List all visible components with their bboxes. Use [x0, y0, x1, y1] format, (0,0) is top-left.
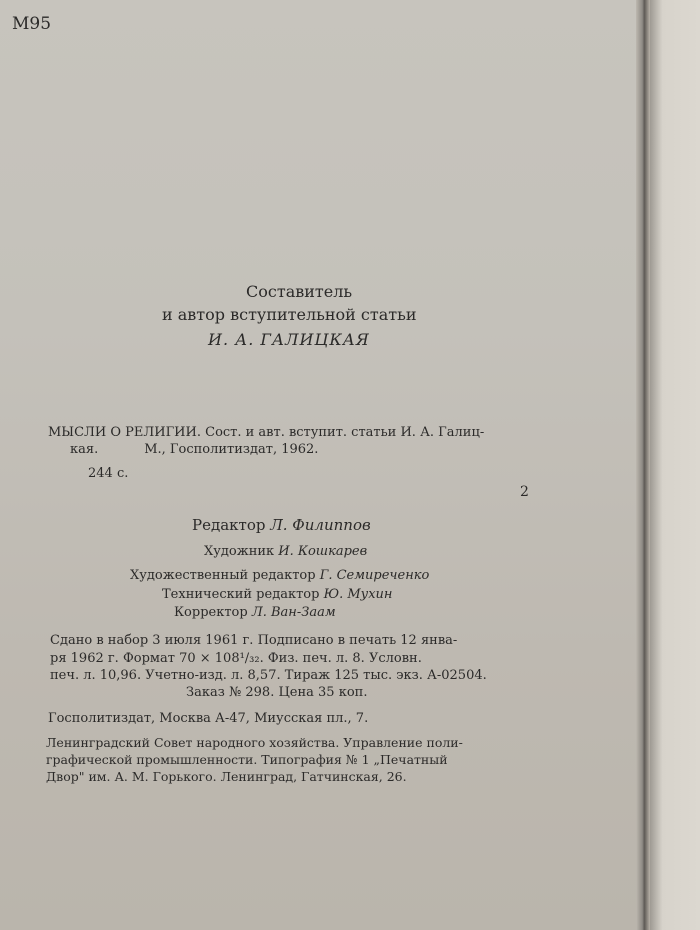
- editor-label: Редактор: [192, 516, 266, 534]
- publisher-address: Госполитиздат, Москва А-47, Миусская пл., 7.: [48, 711, 369, 726]
- bibliography-line-2: [70, 442, 318, 457]
- imprint-line-1: Сдано в набор 3 июля 1961 г. Подписано в печать 12 янва-: [50, 633, 458, 648]
- compiler-label: Составитель: [246, 282, 353, 301]
- next-page-edge: [650, 0, 700, 930]
- compiler-role: и автор вступительной статьи: [162, 305, 417, 324]
- editor-line: [192, 516, 371, 534]
- printer-line-3: Двор" им. А. М. Горького. Ленинград, Гатчинская, 26.: [46, 769, 407, 784]
- page-edge: [636, 0, 650, 930]
- bibliography-publisher: М., Госполитиздат, 1962.: [144, 442, 319, 457]
- art-editor-line: [130, 568, 429, 583]
- printer-line-1: Ленинградский Совет народного хозяйства. Управление поли-: [46, 735, 463, 750]
- printer-line-2: графической промышленности. Типография № 1 „Печатный: [46, 752, 448, 767]
- proofreader-label: Корректор: [174, 605, 248, 620]
- art-editor-label: Художественный редактор: [130, 568, 316, 583]
- tech-editor-line: [162, 587, 392, 602]
- proofreader-name: Л. Ван-Заам: [251, 605, 336, 620]
- artist-name: И. Кошкарев: [278, 544, 368, 559]
- artist-label: Художник: [204, 544, 275, 559]
- artist-line: [204, 544, 367, 559]
- page-count: 244 с.: [88, 466, 129, 481]
- imprint-line-4: Заказ № 298. Цена 35 коп.: [186, 685, 368, 700]
- imprint-line-3: печ. л. 10,96. Учетно-изд. л. 8,57. Тираж 125 тыс. экз. А-02504.: [50, 668, 487, 683]
- art-editor-name: Г. Семиреченко: [319, 568, 430, 583]
- proofreader-line: [174, 605, 336, 620]
- book-code: М95: [12, 14, 52, 34]
- imprint-line-2: ря 1962 г. Формат 70 × 108¹/₃₂. Физ. печ. л. 8. Условн.: [50, 651, 422, 666]
- compiler-name: И. А. ГАЛИЦКАЯ: [208, 330, 370, 349]
- bibliography-name-end: кая.: [70, 442, 99, 457]
- tech-editor-label: Технический редактор: [162, 587, 320, 602]
- bibliography-line-1: МЫСЛИ О РЕЛИГИИ. Сост. и авт. вступит. статьи И. А. Галиц-: [48, 425, 485, 440]
- page-number: 2: [520, 484, 529, 500]
- tech-editor-name: Ю. Мухин: [323, 587, 393, 602]
- editor-name: Л. Филиппов: [270, 516, 371, 534]
